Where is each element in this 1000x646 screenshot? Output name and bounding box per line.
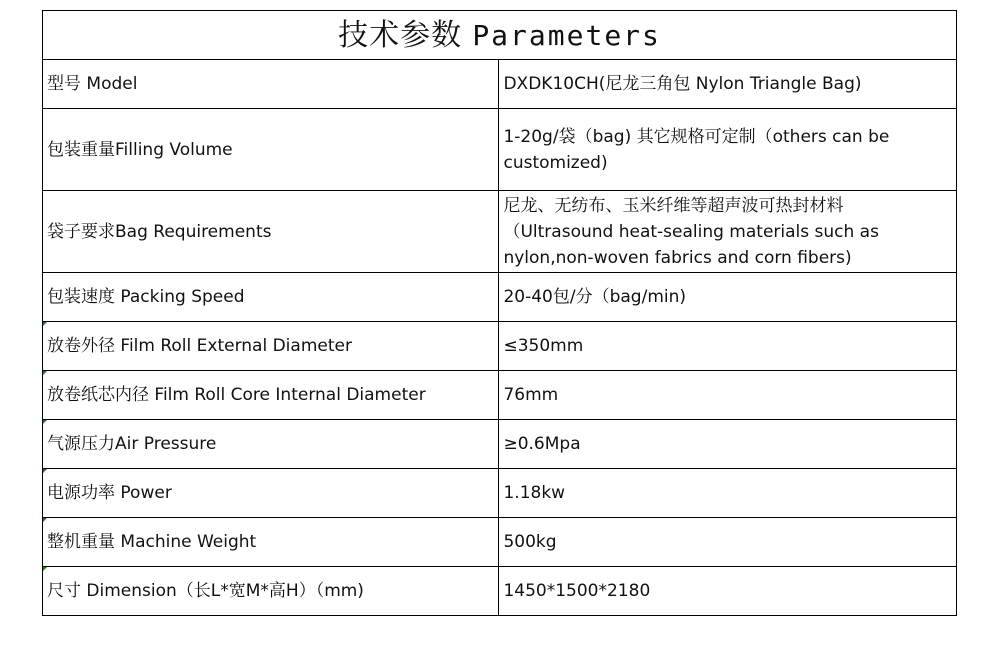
row-value: ≥0.6Mpa xyxy=(499,420,957,469)
row-label: 包装速度 Packing Speed xyxy=(43,273,499,322)
table-row xyxy=(43,371,957,420)
row-value: 1-20g/袋（bag) 其它规格可定制（others can be customized) xyxy=(499,109,957,191)
parameters-table xyxy=(42,10,957,616)
table-row xyxy=(43,518,957,567)
row-value: 1450*1500*2180 xyxy=(499,567,957,616)
table-title-row xyxy=(43,11,957,60)
table-row xyxy=(43,420,957,469)
row-label: 放卷外径 Film Roll External Diameter xyxy=(43,322,499,371)
table-row xyxy=(43,469,957,518)
table-row xyxy=(43,567,957,616)
table-row xyxy=(43,273,957,322)
table-row xyxy=(43,322,957,371)
row-value: 1.18kw xyxy=(499,469,957,518)
table-row xyxy=(43,191,957,273)
table-row xyxy=(43,60,957,109)
row-value: 尼龙、无纺布、玉米纤维等超声波可热封材料（Ultrasound heat-sealing materials such as nylon,non-woven fabrics and corn fibers) xyxy=(499,191,957,273)
row-label: 型号 Model xyxy=(43,60,499,109)
row-value: 76mm xyxy=(499,371,957,420)
row-value: ≤350mm xyxy=(499,322,957,371)
row-value: 20-40包/分（bag/min) xyxy=(499,273,957,322)
row-label: 整机重量 Machine Weight xyxy=(43,518,499,567)
row-label: 电源功率 Power xyxy=(43,469,499,518)
table-title xyxy=(43,11,957,60)
table-row xyxy=(43,109,957,191)
title-chinese: 技术参数 xyxy=(338,17,463,53)
row-label: 包装重量Filling Volume xyxy=(43,109,499,191)
row-label: 袋子要求Bag Requirements xyxy=(43,191,499,273)
row-label: 尺寸 Dimension（长L*宽M*高H）（mm) xyxy=(43,567,499,616)
title-english: Parameters xyxy=(472,18,661,52)
row-label: 放卷纸芯内径 Film Roll Core Internal Diameter xyxy=(43,371,499,420)
row-label: 气源压力Air Pressure xyxy=(43,420,499,469)
row-value: DXDK10CH(尼龙三角包 Nylon Triangle Bag) xyxy=(499,60,957,109)
row-value: 500kg xyxy=(499,518,957,567)
